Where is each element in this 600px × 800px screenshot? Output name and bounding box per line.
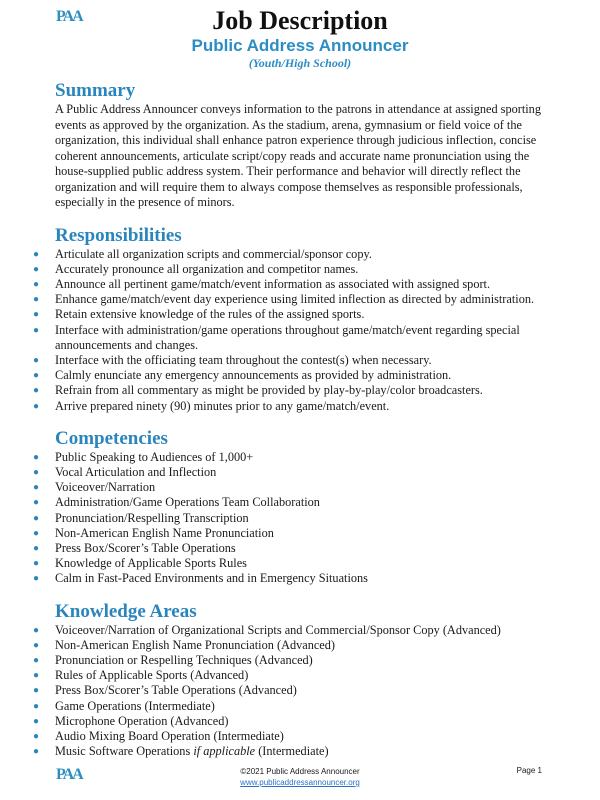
list-item [33,668,555,683]
list-item [33,307,555,322]
list-item [33,540,555,556]
bullet-icon: ● [33,309,40,321]
bullet-icon: ● [33,263,40,275]
list-item-text: Interface with administration/game operations throughout game/match/event regarding special announcements and changes. [55,322,520,352]
list-item-text: Vocal Articulation and Inflection [55,464,217,479]
job-subtitle: Public Address Announcer [191,36,409,55]
list-item [33,683,555,698]
logo-text: PAA [56,766,82,783]
list-item [33,728,555,744]
list-item-text: Non-American English Name Pronunciation [55,525,274,540]
list-item-text: Press Box/Scorer’s Table Operations [55,540,236,555]
competencies-list [33,449,555,587]
competencies-section [33,427,555,587]
bullet-icon: ● [33,542,40,554]
bullet-icon: ● [33,685,40,697]
responsibilities-section [33,224,555,414]
list-item [33,246,555,262]
bullet-icon: ● [33,700,40,712]
list-item [33,713,555,729]
list-item-text: Knowledge of Applicable Sports Rules [55,556,247,571]
knowledge-section [33,600,555,760]
last-item-suffix: (Intermediate) [255,744,329,759]
page-footer [0,766,600,788]
responsibilities-heading: Responsibilities [55,224,182,246]
knowledge-heading: Knowledge Areas [55,600,197,622]
bullet-icon: ● [33,573,40,585]
bullet-icon: ● [33,654,40,666]
list-item [33,352,555,368]
list-item-text: Voiceover/Narration of Organizational Scripts and Commercial/Sponsor Copy (Advanced) [55,622,501,637]
list-item-text: Rules of Applicable Sports (Advanced) [55,668,249,683]
responsibilities-list [33,246,555,414]
list-item [33,383,555,398]
list-item-text: Interface with the officiating team throughout the contest(s) when necessary. [55,352,432,367]
list-item [33,398,555,414]
list-item-text: Pronunciation or Respelling Techniques (Advanced) [55,652,313,667]
bullet-icon: ● [33,670,40,682]
list-item [33,571,555,586]
list-item-text: Arrive prepared ninety (90) minutes prior to any game/match/event. [55,398,390,413]
list-item [33,637,555,653]
document-header [0,6,600,71]
bullet-icon: ● [33,324,40,336]
list-item-text: Game Operations (Intermediate) [55,698,215,713]
competencies-heading: Competencies [55,427,168,449]
summary-heading: Summary [55,80,136,101]
list-item [33,510,555,526]
list-item-text: Administration/Game Operations Team Collaboration [55,495,320,510]
job-subnote: (Youth/High School) [248,56,352,70]
list-item-text: Refrain from all commentary as might be provided by play-by-play/color broadcasters. [55,383,483,398]
list-item-text: Calmly enunciate any emergency announcements as provided by administration. [55,368,452,383]
bullet-icon: ● [33,639,40,651]
knowledge-list [33,622,555,745]
bullet-icon: ● [33,466,40,478]
bullet-icon: ● [33,294,40,306]
bullet-icon: ● [33,385,40,397]
bullet-icon: ● [33,715,40,727]
list-item [33,464,555,480]
list-item [33,261,555,277]
list-item-text: Microphone Operation (Advanced) [55,713,229,728]
bullet-icon: ● [33,730,40,742]
list-item [33,292,555,307]
last-item-italic: if applicable [193,744,256,759]
list-item-text: Announce all pertinent game/match/event information as associated with assigned sport. [55,276,491,291]
bullet-icon: ● [33,746,40,758]
page-title: Job Description [212,6,388,35]
list-item-text: Public Speaking to Audiences of 1,000+ [55,449,254,464]
list-item-text: Articulate all organization scripts and commercial/sponsor copy. [55,246,372,261]
bullet-icon: ● [33,451,40,463]
list-item [33,556,555,571]
footer-link[interactable]: www.publicaddressannouncer.org [240,778,360,787]
page-number: Page 1 [516,766,542,775]
list-item [33,622,555,638]
list-item-text: Calm in Fast-Paced Environments and in Emergency Situations [55,571,368,586]
bullet-icon: ● [33,558,40,570]
list-item-text: Accurately pronounce all organization and competitor names. [55,261,359,276]
list-item-text: Non-American English Name Pronunciation (Advanced) [55,637,336,652]
list-item-text: Enhance game/match/event day experience using limited inflection as directed by administration. [55,292,535,307]
bullet-icon: ● [33,370,40,382]
bullet-icon: ● [33,497,40,509]
list-item [33,480,555,495]
last-item-prefix: Music Software Operations [55,744,194,759]
summary-text: A Public Address Announcer conveys information to the patrons in attendance at assigned sporting events as approved by the organization. As the stadium, arena, gymnasium or field voice of the organization, this individual shall enhance patron experience through judicious inflection, concise coherent announcements, articulate script/copy reads and accurate name pronunciation using the house-supplied public address system. Their performance and behavior will directly reflect the organization and will require them to always compose themselves as responsible professionals, especially in the presence of minors. [55,102,541,209]
bullet-icon: ● [33,512,40,524]
list-item [33,322,555,353]
footer-copyright: ©2021 Public Address Announcer [240,767,360,776]
list-item-text: Press Box/Scorer’s Table Operations (Advanced) [55,683,297,698]
list-item-text: Retain extensive knowledge of the rules of the assigned sports. [55,307,365,322]
bullet-icon: ● [33,278,40,290]
list-item [33,525,555,541]
logo-text: PAA [56,8,82,25]
summary-section [55,80,555,211]
list-item [33,495,555,510]
bullet-icon: ● [33,248,40,260]
bullet-icon: ● [33,624,40,636]
list-item [33,276,555,292]
bullet-icon: ● [33,482,40,494]
list-item-text: Pronunciation/Respelling Transcription [55,510,249,525]
list-item-text: Audio Mixing Board Operation (Intermediate) [55,728,284,743]
list-item [33,744,555,759]
list-item [33,698,555,714]
document-body [33,80,555,759]
bullet-icon: ● [33,354,40,366]
list-item [33,652,555,668]
bullet-icon: ● [33,527,40,539]
list-item [33,368,555,383]
list-item [33,449,555,465]
bullet-icon: ● [33,400,40,412]
knowledge-list-last [33,744,555,759]
list-item-text: Voiceover/Narration [55,480,156,495]
